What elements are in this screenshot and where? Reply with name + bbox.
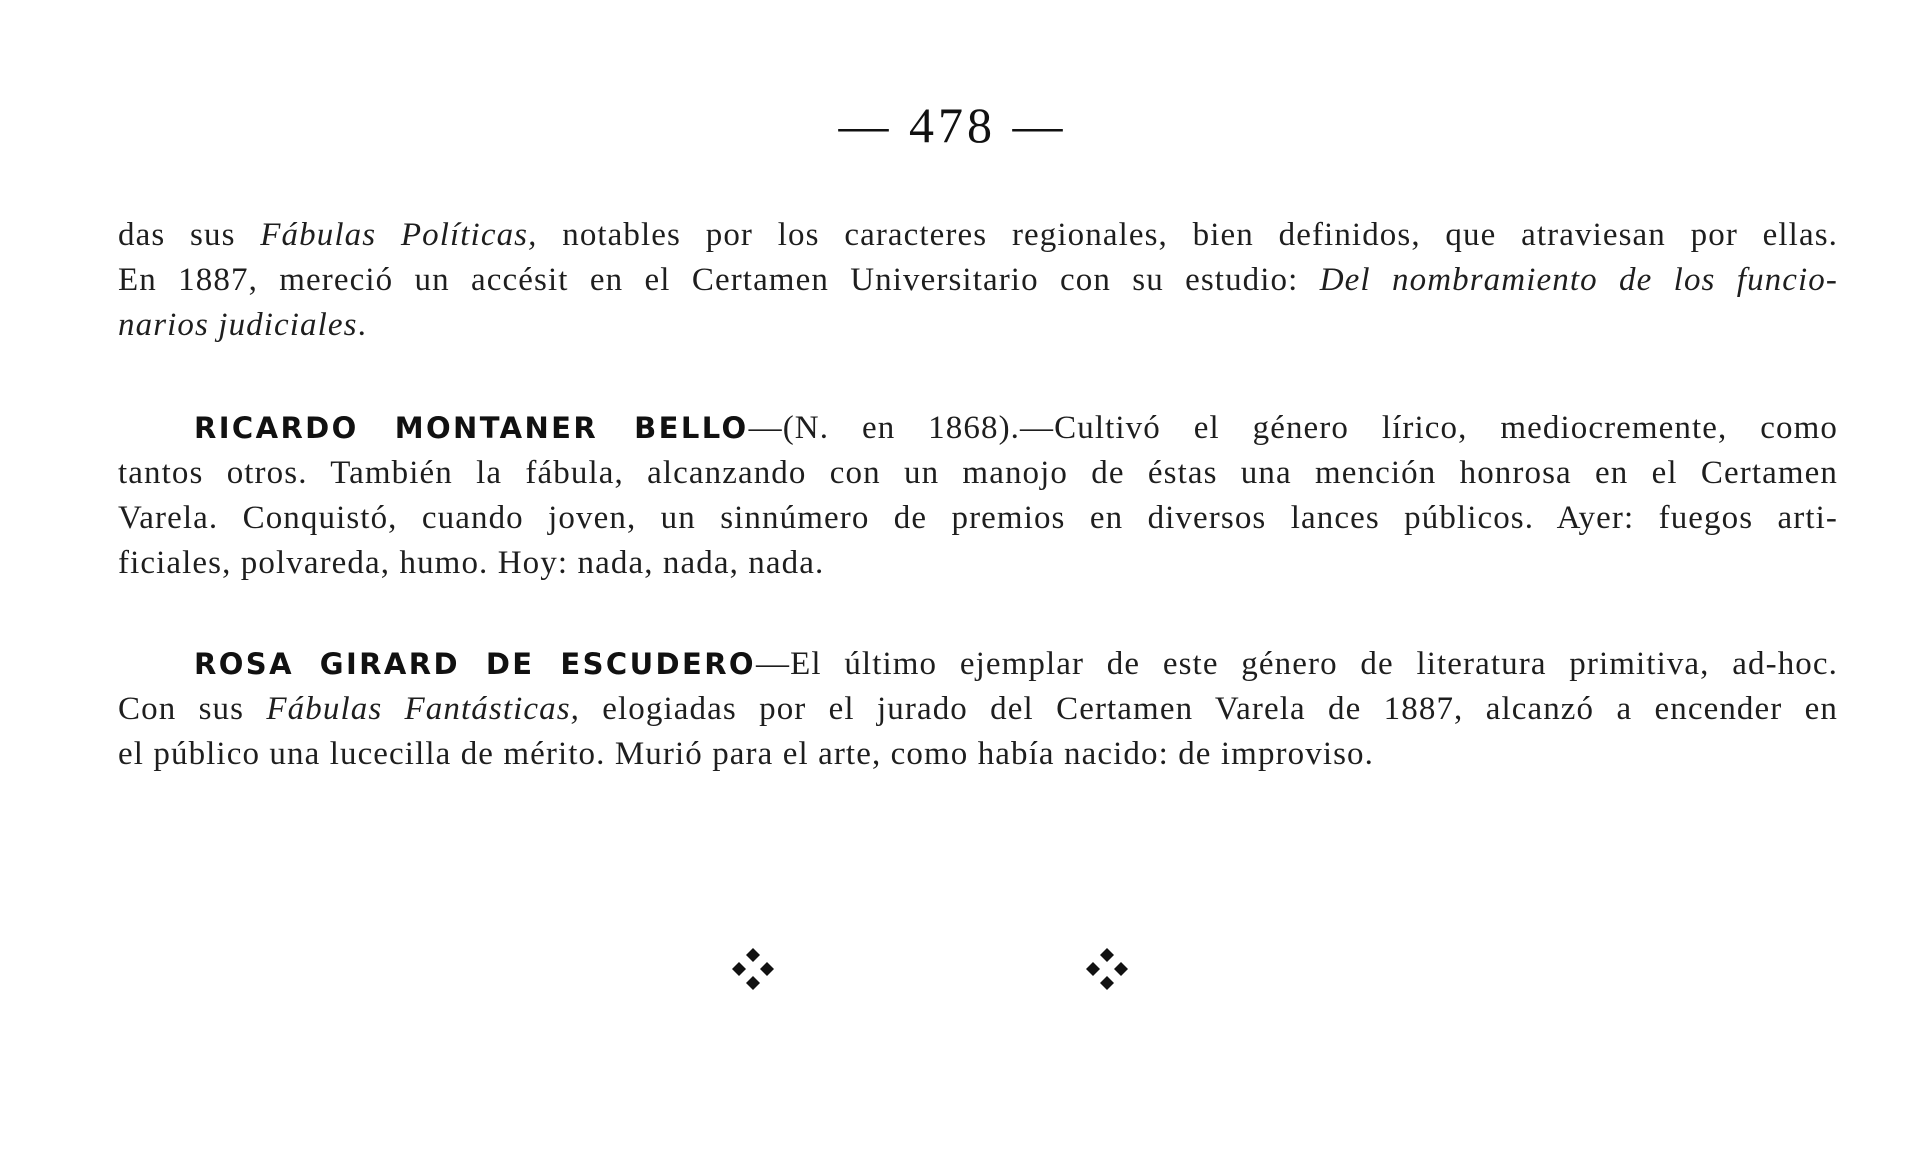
study-title: Del nombramiento de los funcio- bbox=[1319, 262, 1838, 298]
entry-line: ROSA GIRARD DE ESCUDERO—El último ejemplar de este género de literatura primitiva, ad-hoc. bbox=[194, 646, 1838, 682]
entry-line: Varela. Conquistó, cuando joven, un sinnúmero de premios en diversos lances públicos. Ayer: fuegos arti- bbox=[118, 500, 1838, 536]
book-title: Fábulas Fantásticas, bbox=[266, 691, 580, 727]
page-number: — 478 — bbox=[838, 97, 1067, 153]
intro-line: En 1887, mereció un accésit en el Certamen Universitario con su estudio: Del nombramiento de los funcio- bbox=[118, 262, 1838, 298]
intro-line: narios judiciales. bbox=[118, 307, 367, 343]
entry-line: el público una lucecilla de mérito. Murió para el arte, como había nacido: de improviso. bbox=[118, 736, 1374, 772]
author-name: RICARDO MONTANER BELLO bbox=[194, 411, 749, 445]
entry-line: RICARDO MONTANER BELLO—(N. en 1868).—Cultivó el género lírico, mediocremente, como bbox=[194, 410, 1838, 446]
entry-line: Con sus Fábulas Fantásticas, elogiadas por el jurado del Certamen Varela de 1887, alcanzó a encender en bbox=[118, 691, 1838, 727]
diamond-ornament-icon bbox=[728, 944, 778, 994]
entry-ricardo-montaner-bello bbox=[118, 406, 1838, 586]
study-title-cont: narios judiciales bbox=[118, 307, 358, 343]
author-name: ROSA GIRARD DE ESCUDERO bbox=[194, 647, 756, 681]
entry-line: ficiales, polvareda, humo. Hoy: nada, nada, nada. bbox=[118, 545, 825, 581]
diamond-ornament-icon bbox=[1082, 944, 1132, 994]
intro-line: das sus Fábulas Políticas, notables por los caracteres regionales, bien definidos, que atraviesan por ellas. bbox=[118, 217, 1838, 253]
entry-rosa-girard-de-escudero bbox=[118, 642, 1838, 777]
entry-line: tantos otros. También la fábula, alcanzando con un manojo de éstas una mención honrosa en el Certamen bbox=[118, 455, 1838, 491]
intro-paragraph bbox=[118, 213, 1838, 348]
book-title: Fábulas Políticas, bbox=[260, 217, 538, 253]
